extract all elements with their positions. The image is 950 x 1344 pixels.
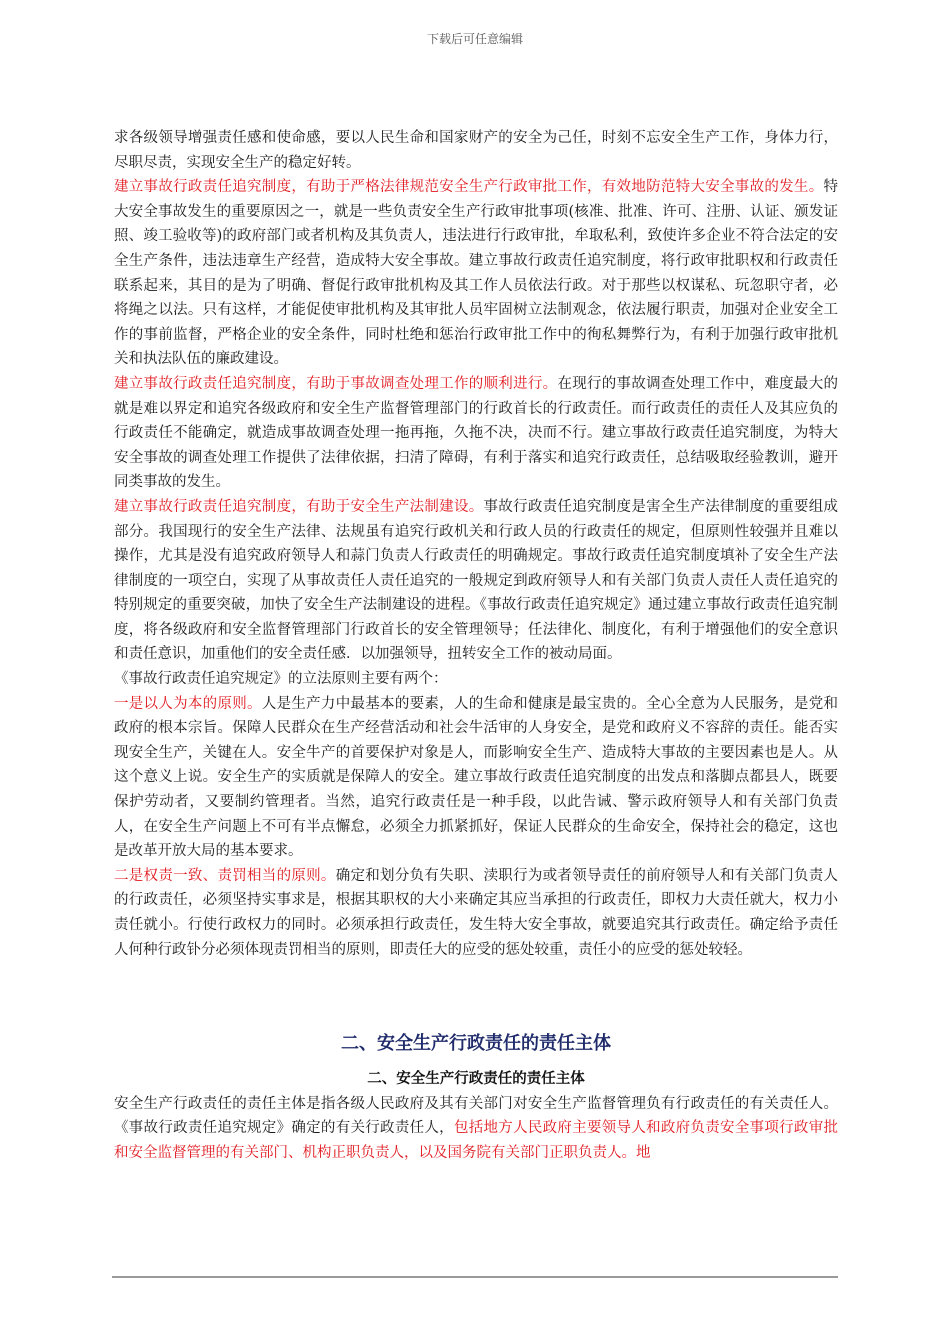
sub-heading: 二、安全生产行政责任的责任主体	[367, 1070, 585, 1088]
highlight-text: 一是以人为本的原则。	[114, 695, 262, 712]
paragraph-final	[114, 1092, 838, 1166]
header-note: 下载后可任意编辑	[426, 32, 523, 46]
body-text: 在现行的事故调查处理工作中，难度最大的就是难以界定和追究各级政府和安全生产监督管理部门的行政首长的行政责任。而行政责任的责任人及其应负的行政责任不能确定，就造成事故调查处理一拖再拖，久拖不决，决而不行。建立事故行政责任追究制度，为特大安全事故的调查处理工作提供了法律依据，扫清了障碍，有利于落实和追究行政责任，总结吸取经验教训，避开同类事故的发生。	[114, 375, 838, 491]
highlight-text: 建立事故行政责任追究制度，有助于事故调查处理工作的顺利进行。	[114, 375, 558, 392]
paragraph-3	[114, 372, 838, 495]
highlight-text: 建立事故行政责任追究制度，有助于严格法律规范安全生产行政审批工作，有效地防范特大安全事故的发生。	[114, 179, 824, 196]
body-text: 确定和划分负有失职、渎职行为或者领导责任的前府领导人和有关部门负责人的行政责任，必须坚持实事求是，根据其职权的大小来确定其应当承担的行政责任，即权力大责任就大，权力小责任就小。行使行政权力的同时。必须承担行政责任，发生特大安全事故，就要追究其行政责任。确定给予责任人何种行政钋分必须体现责罚相当的原则，即责任大的应受的惩处较重，责任小的应受的惩处较轻。	[114, 867, 838, 958]
paragraph-5	[114, 667, 838, 692]
body-text: 事故行政责任追究制度是害全生产法律制度的重要组成部分。我国现行的安全生产法律、法规虽有追究行政机关和行政人员的行政责任的规定，但原则性较强并且难以操作，尤其是没有追究政府领导人和蒜门负责人行政责任的明确规定。事故行政责任追究制度填补了安全生产法律制度的一项空白，实现了从事故责任人责任追究的一般规定到政府领导人和有关部门负责人责任人责任追究的特别规定的重要突破，加快了安全生产法制建设的进程。《事故行政责任追究规定》通过建立事故行政责任追究制度，将各级政府和安全监督管理部门行政首长的安全管理领导；任法律化、制度化，有利于增强他们的安全意识和责任意识，加重他们的安全责任感．以加强领导，扭转安全工作的被动局面。	[114, 498, 838, 663]
body-text: 人是生产力中最基本的要素，人的生命和健康是最宝贵的。全心全意为人民服务，是党和政府的根本宗旨。保障人民群众在生产经营活动和社会牛活审的人身安全，是党和政府义不容辞的责任。能否实现安全生产，关键在人。安全牛产的首要保护对象是人，而影响安全生产、造成特大事故的主要因素也是人。从这个意义上说。安全生产的实质就是保障人的安全。建立事故行政责任追究制度的出发点和落脚点都县人，既要保护劳动者，又要制约管理者。当然，追究行政责任是一种手段，以此告诫、警示政府领导人和有关部门负责人，在安全生产问题上不可有半点懈怠，必须全力抓紧抓好，保证人民群众的生命安全，保持社会的稳定，这也是改革开放大局的基本要求。	[114, 695, 838, 860]
paragraph-7	[114, 864, 838, 962]
paragraph-2	[114, 175, 838, 372]
highlight-text: 包括地方人民政府主要领导人和政府负责安全事项行政审批和安全监督管理的有关部门、机构正职负责人，以及国务院有关部门正职负责人。地	[114, 1120, 838, 1161]
highlight-text: 二是权责一致、责罚相当的原则。	[114, 867, 336, 884]
body-text: 安全生产行政责任的责任主体是指各级人民政府及其有关部门对安全生产监督管理负有行政责任的有关责任人。《事故行政责任追究规定》确定的有关行政责任人，	[114, 1095, 838, 1137]
section-heading: 二、安全生产行政责任的责任主体	[341, 1033, 611, 1055]
paragraph-1	[114, 126, 838, 175]
body-text: 特大安全事故发生的重要原因之一，就是一些负责安全生产行政审批事项(核准、批准、许可、注册、认证、颁发证照、竣工验收等)的政府部门或者机构及其负责人，违法进行行政审批，牟取私利，致使许多企业不符合法定的安全生产条件，违法违章生产经营，造成特大安全事故。建立事故行政责任追究制度，将行政审批职权和行政责任联系起来，其目的是为了明确、督促行政审批机构及其工作人员依法行政。对于那些以权谋私、玩忽职守者，必将绳之以法。只有这样，才能促使审批机构及其审批人员牢固树立法制观念，依法履行职责，加强对企业安全工作的事前监督，严格企业的安全条件，同时杜绝和惩治行政审批工作中的徇私舞弊行为，有利于加强行政审批机关和执法队伍的廉政建设。	[114, 179, 838, 368]
body-text: 《事故行政责任追究规定》的立法原则主要有两个：	[114, 671, 448, 688]
document-body	[114, 126, 838, 1166]
footer-rule	[112, 1276, 838, 1278]
section-spacer	[114, 962, 838, 1031]
highlight-text: 建立事故行政责任追究制度，有助于安全生产法制建设。	[114, 498, 484, 515]
body-text: 求各级领导增强责任感和使命感，要以人民生命和国家财产的安全为己任，时刻不忘安全生产工作，身体力行，尽职尽责，实现安全生产的稳定好转。	[114, 130, 838, 171]
heading-spacer	[114, 1057, 838, 1067]
paragraph-6	[114, 692, 838, 864]
paragraph-4	[114, 495, 838, 667]
